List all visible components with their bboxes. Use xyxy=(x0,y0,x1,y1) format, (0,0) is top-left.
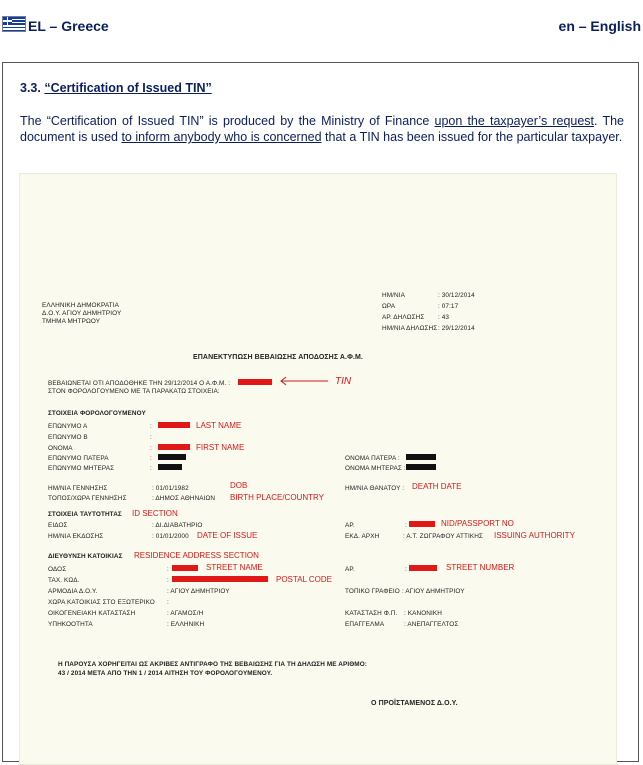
colon: : xyxy=(167,566,169,573)
org-line-1: ΕΛΛΗΝΙΚΗ ΔΗΜΟΚΡΑΤΙΑ xyxy=(42,302,119,309)
meta-date-value: : 30/12/2014 xyxy=(438,292,475,299)
id-heading: ΣΤΟΙΧΕΙΑ ΤΑΥΤΟΤΗΤΑΣ xyxy=(48,511,122,518)
cert-line-1: ΒΕΒΑΙΩΝΕΤΑΙ ΟΤΙ ΑΠΟΔΟΘΗΚΕ ΤΗΝ 29/12/2014 Ο Α.Φ.Μ. : xyxy=(48,380,231,387)
postal-label: ΤΑΧ. ΚΩΔ. xyxy=(48,577,80,584)
section-paragraph xyxy=(20,113,624,145)
country-label: EL – Greece xyxy=(28,18,109,34)
issuing-value: : Α.Τ. ΖΩΓΡΑΦΟΥ ΑΤΤΙΚΗΣ xyxy=(403,533,483,540)
meta-time-label: ΩΡΑ xyxy=(382,303,396,310)
birth-date-value: : 01/01/1982 xyxy=(152,485,189,492)
death-date-label: ΗΜ/ΝΙΑ ΘΑΝΑΤΟΥ : xyxy=(345,485,405,492)
profession-value: : ΑΝΕΠΑΓΓΕΛΤΟΣ xyxy=(404,621,459,628)
tax-office-value: : ΑΓΙΟΥ ΔΗΜΗΤΡΙΟΥ xyxy=(167,588,230,595)
colon: : xyxy=(150,465,152,472)
local-office-label: ΤΟΠΙΚΟ ΓΡΑΦΕΙΟ xyxy=(345,588,400,595)
street-label: ΟΔΟΣ xyxy=(48,566,67,573)
street-number-annotation: STREET NUMBER xyxy=(446,563,515,572)
id-type-label: ΕΙΔΟΣ xyxy=(48,522,68,529)
footer-line-1: Η ΠΑΡΟΥΣΑ ΧΟΡΗΓΕΙΤΑΙ ΩΣ ΑΚΡΙΒΕΣ ΑΝΤΙΓΡΑΦΟ ΤΗΣ ΒΕΒΑΙΩΣΗΣ ΓΙΑ ΤΗ ΔΗΛΩΣΗ ΜΕ ΑΡΙΘΜΟ: xyxy=(58,661,367,668)
colon: : xyxy=(150,423,152,430)
meta-time-value: : 07:17 xyxy=(438,303,459,310)
marital-label: ΟΙΚΟΓΕΝΕΙΑΚΗ ΚΑΤΑΣΤΑΣΗ xyxy=(48,610,136,617)
mother-surname-redaction xyxy=(158,464,182,470)
taxpayer-heading: ΣΤΟΙΧΕΙΑ ΦΟΡΟΛΟΓΟΥΜΕΝΟΥ xyxy=(48,410,146,417)
surname-redaction xyxy=(158,422,190,428)
father-surname-redaction xyxy=(158,454,186,460)
street-redaction xyxy=(172,565,198,571)
para-text-3: that a TIN has been issued for the particular taxpayer. xyxy=(321,130,623,144)
tin-arrow-icon xyxy=(278,375,338,387)
section-number: 3.3. xyxy=(20,81,41,95)
document-title: ΕΠΑΝΕΚΤΥΠΩΣΗ ΒΕΒΑΙΩΣΗΣ ΑΠΟΔΟΣΗΣ Α.Φ.Μ. xyxy=(193,354,363,361)
certificate-scan xyxy=(19,173,617,765)
para-underlined-2: to inform anybody who is concerned xyxy=(121,130,322,144)
page-header xyxy=(2,14,641,36)
cert-line-2: ΣΤΟΝ ΦΟΡΟΛΟΓΟΥΜΕΝΟ ΜΕ ΤΑ ΠΑΡΑΚΑΤΩ ΣΤΟΙΧΕΙΑ: xyxy=(48,388,220,395)
birth-place-label: ΤΟΠΟΣ/ΧΩΡΑ ΓΕΝΝΗΣΗΣ xyxy=(48,495,127,502)
dob-annotation: DOB xyxy=(230,481,248,490)
tax-office-label: ΑΡΜΟΔΙΑ Δ.Ο.Υ. xyxy=(48,588,98,595)
street-no-redaction xyxy=(409,565,437,571)
street-name-annotation: STREET NAME xyxy=(206,563,263,572)
colon: : xyxy=(405,522,407,529)
meta-date-label: ΗΜ/ΝΙΑ xyxy=(382,292,405,299)
birth-place-annotation: BIRTH PLACE/COUNTRY xyxy=(230,493,324,502)
mother-surname-label: ΕΠΩΝΥΜΟ ΜΗΤΕΡΑΣ xyxy=(48,465,115,472)
footer-line-2: 43 / 2014 ΜΕΤΑ ΑΠΟ ΤΗΝ 1 / 2014 ΑΙΤΗΣΗ ΤΟΥ ΦΟΡΟΛΟΓΟΥΜΕΝΟΥ. xyxy=(58,670,273,677)
signature-label: Ο ΠΡΟΪΣΤΑΜΕΝΟΣ Δ.Ο.Υ. xyxy=(371,700,458,707)
last-name-annotation: LAST NAME xyxy=(196,421,242,430)
org-line-2: Δ.Ο.Υ. ΑΓΙΟΥ ΔΗΜΗΤΡΙΟΥ xyxy=(42,310,122,317)
colon: : xyxy=(150,434,152,441)
issue-date-value: : 01/01/2000 xyxy=(152,533,189,540)
father-surname-label: ΕΠΩΝΥΜΟ ΠΑΤΕΡΑ xyxy=(48,455,109,462)
issuing-label: ΕΚΔ. ΑΡΧΗ xyxy=(345,533,380,540)
address-heading: ΔΙΕΥΘΥΝΣΗ ΚΑΤΟΙΚΙΑΣ xyxy=(48,553,123,560)
meta-decl-value: : 43 xyxy=(438,314,450,321)
marital-value: : ΑΓΑΜΟΣ/Η xyxy=(167,610,204,617)
meta-decldate-label: ΗΜ/ΝΙΑ ΔΗΛΩΣΗΣ xyxy=(382,325,438,332)
surname-b-label: ΕΠΩΝΥΜΟ Β xyxy=(48,434,88,441)
status-label: ΚΑΤΑΣΤΑΣΗ Φ.Π. xyxy=(345,610,398,617)
tin-redaction xyxy=(238,379,272,385)
nid-passport-annotation: NID/PASSPORT NO xyxy=(441,519,514,528)
postal-code-annotation: POSTAL CODE xyxy=(276,575,333,584)
postal-redaction xyxy=(172,576,268,582)
local-office-value: : ΑΓΙΟΥ ΔΗΜΗΤΡΙΟΥ xyxy=(402,588,465,595)
issue-date-label: ΗΜ/ΝΙΑ ΕΚΔΟΣΗΣ xyxy=(48,533,104,540)
issuing-authority-annotation: ISSUING AUTHORITY xyxy=(494,531,575,540)
id-type-value: : ΔΙ.ΔΙΑΒΑΤΗΡΙΟ xyxy=(152,522,203,529)
tin-annotation: TIN xyxy=(335,376,352,387)
id-no-redaction xyxy=(409,521,435,527)
citizenship-value: : ΕΛΛΗΝΙΚΗ xyxy=(167,621,205,628)
para-underlined-1: upon the taxpayer’s request xyxy=(434,114,595,128)
citizenship-label: ΥΠΗΚΟΟΤΗΤΑ xyxy=(48,621,93,628)
abroad-label: ΧΩΡΑ ΚΑΤΟΙΚΙΑΣ ΣΤΟ ΕΞΩΤΕΡΙΚΟ xyxy=(48,599,155,606)
death-date-annotation: DEATH DATE xyxy=(412,482,462,491)
para-text-1: The “Certification of Issued TIN” is produced by the Ministry of Finance xyxy=(20,114,435,128)
father-name-label: ΟΝΟΜΑ ΠΑΤΕΡΑ : xyxy=(345,455,400,462)
name-label: ΟΝΟΜΑ xyxy=(48,445,73,452)
birth-date-label: ΗΜ/ΝΙΑ ΓΕΝΝΗΣΗΣ xyxy=(48,485,108,492)
mother-name-redaction xyxy=(406,464,436,470)
surname-a-label: ΕΠΩΝΥΜΟ Α xyxy=(48,423,88,430)
colon: : xyxy=(405,566,407,573)
org-line-3: ΤΜΗΜΑ ΜΗΤΡΩΟΥ xyxy=(42,318,101,325)
father-name-redaction xyxy=(406,454,436,460)
meta-decldate-value: : 29/12/2014 xyxy=(438,325,475,332)
date-of-issue-annotation: DATE OF ISSUE xyxy=(197,531,258,540)
mother-name-label: ΟΝΟΜΑ ΜΗΤΕΡΑΣ : xyxy=(345,465,406,472)
colon: : xyxy=(167,599,169,606)
colon: : xyxy=(150,445,152,452)
profession-label: ΕΠΑΓΓΕΛΜΑ xyxy=(345,621,385,628)
colon: : xyxy=(150,455,152,462)
id-section-annotation: ID SECTION xyxy=(132,509,178,518)
language-label: en – English xyxy=(558,18,641,34)
residence-section-annotation: RESIDENCE ADDRESS SECTION xyxy=(134,551,259,560)
status-value: : ΚΑΝΟΝΙΚΗ xyxy=(404,610,442,617)
first-name-redaction xyxy=(158,444,190,450)
first-name-annotation: FIRST NAME xyxy=(196,443,245,452)
id-no-label: ΑΡ. xyxy=(345,522,355,529)
content-panel xyxy=(2,62,639,762)
colon: : xyxy=(167,577,169,584)
section-title: “Certification of Issued TIN” xyxy=(44,81,212,95)
meta-decl-label: ΑΡ. ΔΗΛΩΣΗΣ xyxy=(382,314,425,321)
street-no-label: ΑΡ. xyxy=(345,566,355,573)
section-heading xyxy=(20,81,212,95)
birth-place-value: : ΔΗΜΟΣ ΑΘΗΝΑΙΩΝ xyxy=(152,495,216,502)
para-text-2: . The document is used xyxy=(20,114,624,144)
greek-flag-icon xyxy=(2,16,26,32)
